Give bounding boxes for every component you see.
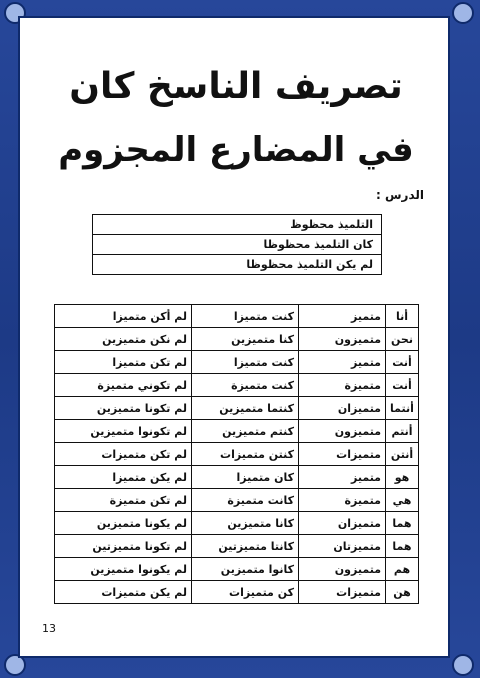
example-sentence: التلميذ محظوظ <box>93 215 382 235</box>
pronoun-cell: هن <box>386 581 419 604</box>
example-sentence: كان التلميذ محظوظا <box>93 235 382 255</box>
pronoun-cell: أنت <box>386 351 419 374</box>
noun-cell: متميزون <box>299 558 386 581</box>
pronoun-cell: أنتم <box>386 420 419 443</box>
jussive-form-cell: لم تكن متميزا <box>55 351 192 374</box>
noun-cell: متميزة <box>299 489 386 512</box>
worksheet-page <box>18 16 450 658</box>
table-row <box>55 420 419 443</box>
jussive-form-cell: لم يكن متميزا <box>55 466 192 489</box>
pronoun-cell: هما <box>386 535 419 558</box>
pronoun-cell: هو <box>386 466 419 489</box>
past-form-cell: كانوا متميزين <box>192 558 299 581</box>
example-sentence: لم يكن التلميذ محظوظا <box>93 255 382 275</box>
pronoun-cell: أنتما <box>386 397 419 420</box>
noun-cell: متميزون <box>299 420 386 443</box>
table-row <box>55 443 419 466</box>
corner-ornament-icon <box>452 654 474 676</box>
past-form-cell: كنت متميزة <box>192 374 299 397</box>
noun-cell: متميز <box>299 466 386 489</box>
page-number: 13 <box>42 622 56 635</box>
pronoun-cell: أنت <box>386 374 419 397</box>
pronoun-cell: أنا <box>386 305 419 328</box>
past-form-cell: كنت متميزا <box>192 305 299 328</box>
conjugation-table <box>54 304 419 604</box>
jussive-form-cell: لم تكن متميزات <box>55 443 192 466</box>
pronoun-cell: نحن <box>386 328 419 351</box>
noun-cell: متميز <box>299 305 386 328</box>
jussive-form-cell: لم تكونا متميزين <box>55 397 192 420</box>
jussive-form-cell: لم تكن متميزة <box>55 489 192 512</box>
table-row <box>55 305 419 328</box>
jussive-form-cell: لم يكونوا متميزين <box>55 558 192 581</box>
table-row <box>55 512 419 535</box>
noun-cell: متميزان <box>299 397 386 420</box>
past-form-cell: كانتا متميزتين <box>192 535 299 558</box>
jussive-form-cell: لم نكن متميزين <box>55 328 192 351</box>
past-form-cell: كانت متميزة <box>192 489 299 512</box>
corner-ornament-icon <box>452 2 474 24</box>
noun-cell: متميزون <box>299 328 386 351</box>
jussive-form-cell: لم تكوني متميزة <box>55 374 192 397</box>
table-row <box>55 374 419 397</box>
table-row <box>55 328 419 351</box>
past-form-cell: كنتم متميزين <box>192 420 299 443</box>
pronoun-cell: أنتن <box>386 443 419 466</box>
noun-cell: متميزتان <box>299 535 386 558</box>
jussive-form-cell: لم تكونوا متميزين <box>55 420 192 443</box>
table-row <box>55 397 419 420</box>
table-row <box>55 558 419 581</box>
jussive-form-cell: لم أكن متميزا <box>55 305 192 328</box>
noun-cell: متميزة <box>299 374 386 397</box>
table-row <box>55 581 419 604</box>
past-form-cell: كنا متميزين <box>192 328 299 351</box>
noun-cell: متميزان <box>299 512 386 535</box>
pronoun-cell: هم <box>386 558 419 581</box>
example-box <box>92 214 382 275</box>
past-form-cell: كنتن متميزات <box>192 443 299 466</box>
pronoun-cell: هي <box>386 489 419 512</box>
title-line-1: تصريف الناسخ كان <box>69 66 403 107</box>
past-form-cell: كن متميزات <box>192 581 299 604</box>
jussive-form-cell: لم يكن متميزات <box>55 581 192 604</box>
past-form-cell: كنت متميزا <box>192 351 299 374</box>
past-form-cell: كنتما متميزين <box>192 397 299 420</box>
jussive-form-cell: لم يكونا متميزين <box>55 512 192 535</box>
table-row <box>55 535 419 558</box>
lesson-label: الدرس : <box>376 188 424 202</box>
table-row <box>55 489 419 512</box>
pronoun-cell: هما <box>386 512 419 535</box>
title-line-2: في المضارع المجزوم <box>58 130 414 170</box>
jussive-form-cell: لم تكونا متميزتين <box>55 535 192 558</box>
noun-cell: متميزات <box>299 443 386 466</box>
noun-cell: متميز <box>299 351 386 374</box>
past-form-cell: كان متميزا <box>192 466 299 489</box>
noun-cell: متميزات <box>299 581 386 604</box>
past-form-cell: كانا متميزين <box>192 512 299 535</box>
table-row <box>55 466 419 489</box>
table-row <box>55 351 419 374</box>
